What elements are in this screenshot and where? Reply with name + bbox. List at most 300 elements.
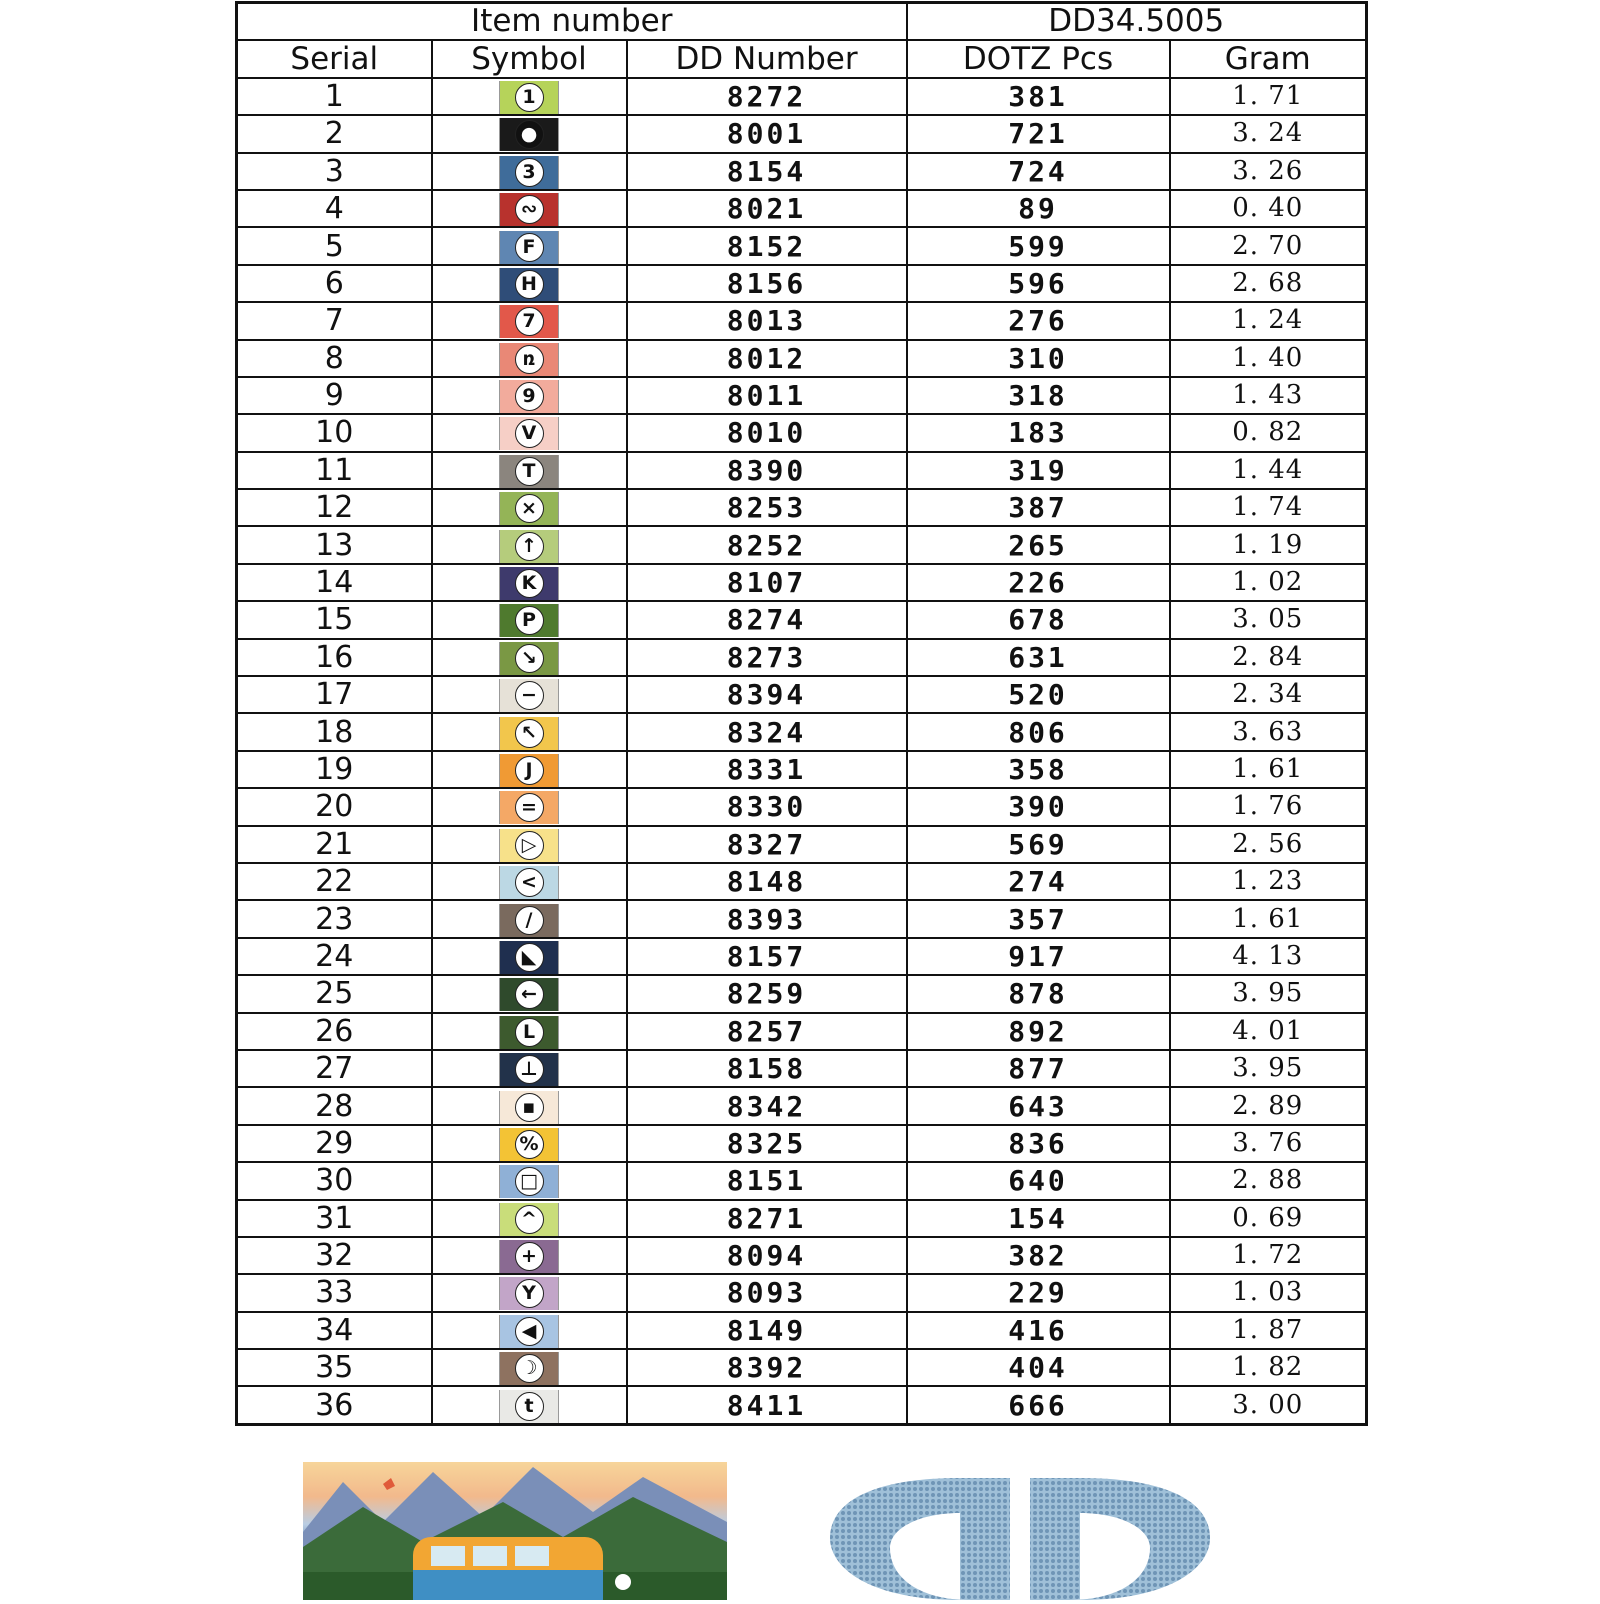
serial-cell: 36 xyxy=(237,1386,432,1424)
table-row xyxy=(237,1274,1367,1311)
serial-cell: 4 xyxy=(237,190,432,227)
serial-cell: 35 xyxy=(237,1349,432,1386)
symbol-cell xyxy=(432,414,627,451)
symbol-cell xyxy=(432,601,627,638)
symbol-cell xyxy=(432,227,627,264)
column-header-serial: Serial xyxy=(237,40,432,77)
symbol-cell xyxy=(432,153,627,190)
symbol-cell xyxy=(432,265,627,302)
dd-number-cell: 8252 xyxy=(627,526,907,563)
serial-cell: 16 xyxy=(237,639,432,676)
gram-cell: 2. 56 xyxy=(1170,826,1367,863)
dd-number-cell: 8012 xyxy=(627,340,907,377)
table-row xyxy=(237,1050,1367,1087)
table-row xyxy=(237,526,1367,563)
color-swatch xyxy=(499,1165,559,1198)
symbol-cell xyxy=(432,526,627,563)
serial-cell: 6 xyxy=(237,265,432,302)
camper-van-painting-image xyxy=(303,1462,727,1600)
symbol-cell xyxy=(432,340,627,377)
table-row xyxy=(237,1312,1367,1349)
dotz-pcs-cell: 520 xyxy=(907,676,1170,713)
table-row xyxy=(237,751,1367,788)
serial-cell: 25 xyxy=(237,975,432,1012)
symbol-cell xyxy=(432,900,627,937)
table-row xyxy=(237,302,1367,339)
symbol-cell xyxy=(432,78,627,115)
color-swatch xyxy=(499,1315,559,1348)
symbol-icon: F xyxy=(515,233,544,262)
symbol-icon: P xyxy=(515,606,544,635)
serial-cell: 26 xyxy=(237,1013,432,1050)
symbol-icon: L xyxy=(515,1018,544,1047)
gram-cell: 2. 68 xyxy=(1170,265,1367,302)
symbol-icon: 9 xyxy=(515,382,544,411)
color-swatch xyxy=(499,1053,559,1086)
table-row xyxy=(237,900,1367,937)
gram-cell: 2. 89 xyxy=(1170,1087,1367,1124)
symbol-icon: ← xyxy=(515,980,544,1009)
table-row xyxy=(237,564,1367,601)
gram-cell: 1. 24 xyxy=(1170,302,1367,339)
dotz-pcs-cell: 596 xyxy=(907,265,1170,302)
symbol-cell xyxy=(432,1312,627,1349)
symbol-cell xyxy=(432,1087,627,1124)
color-swatch xyxy=(499,604,559,637)
symbol-icon: ▷ xyxy=(515,831,544,860)
table-row xyxy=(237,863,1367,900)
dotz-pcs-cell: 917 xyxy=(907,938,1170,975)
gram-cell: 1. 72 xyxy=(1170,1237,1367,1274)
color-swatch xyxy=(499,380,559,413)
color-swatch xyxy=(499,791,559,824)
dotz-pcs-cell: 358 xyxy=(907,751,1170,788)
symbol-icon: ◀ xyxy=(515,1317,544,1346)
dd-number-cell: 8253 xyxy=(627,489,907,526)
serial-cell: 11 xyxy=(237,452,432,489)
dotz-pcs-cell: 806 xyxy=(907,713,1170,750)
dd-number-cell: 8157 xyxy=(627,938,907,975)
symbol-cell xyxy=(432,1349,627,1386)
gram-cell: 1. 76 xyxy=(1170,788,1367,825)
symbol-cell xyxy=(432,938,627,975)
dd-logo-image xyxy=(810,1468,1230,1600)
dotz-pcs-cell: 643 xyxy=(907,1087,1170,1124)
dotz-pcs-cell: 265 xyxy=(907,526,1170,563)
gram-cell: 3. 95 xyxy=(1170,975,1367,1012)
color-swatch xyxy=(499,829,559,862)
symbol-icon: = xyxy=(515,793,544,822)
serial-cell: 30 xyxy=(237,1162,432,1199)
table-row xyxy=(237,340,1367,377)
table-row xyxy=(237,377,1367,414)
dotz-pcs-cell: 878 xyxy=(907,975,1170,1012)
gram-cell: 0. 82 xyxy=(1170,414,1367,451)
dd-number-cell: 8392 xyxy=(627,1349,907,1386)
dd-number-cell: 8156 xyxy=(627,265,907,302)
symbol-icon: + xyxy=(515,1242,544,1271)
color-swatch xyxy=(499,679,559,712)
symbol-icon: − xyxy=(515,681,544,710)
symbol-cell xyxy=(432,676,627,713)
serial-cell: 17 xyxy=(237,676,432,713)
dd-number-cell: 8411 xyxy=(627,1386,907,1424)
dd-number-cell: 8274 xyxy=(627,601,907,638)
color-swatch xyxy=(499,268,559,301)
symbol-icon: ◣ xyxy=(515,943,544,972)
serial-cell: 19 xyxy=(237,751,432,788)
symbol-icon: ⊥ xyxy=(515,1055,544,1084)
gram-cell: 3. 05 xyxy=(1170,601,1367,638)
dd-number-cell: 8259 xyxy=(627,975,907,1012)
dd-number-cell: 8325 xyxy=(627,1125,907,1162)
column-header-gram: Gram xyxy=(1170,40,1367,77)
symbol-cell xyxy=(432,1237,627,1274)
symbol-cell xyxy=(432,751,627,788)
dotz-pcs-cell: 276 xyxy=(907,302,1170,339)
dd-number-cell: 8011 xyxy=(627,377,907,414)
dotz-pcs-cell: 724 xyxy=(907,153,1170,190)
dotz-pcs-cell: 404 xyxy=(907,1349,1170,1386)
table-row xyxy=(237,826,1367,863)
table-row xyxy=(237,1125,1367,1162)
color-swatch xyxy=(499,530,559,563)
dd-number-cell: 8001 xyxy=(627,115,907,152)
serial-cell: 34 xyxy=(237,1312,432,1349)
gram-cell: 1. 82 xyxy=(1170,1349,1367,1386)
dotz-pcs-cell: 319 xyxy=(907,452,1170,489)
symbol-icon: × xyxy=(515,494,544,523)
gram-cell: 1. 19 xyxy=(1170,526,1367,563)
serial-cell: 5 xyxy=(237,227,432,264)
dotz-pcs-cell: 569 xyxy=(907,826,1170,863)
camper-van-painting-thumbnail xyxy=(303,1462,727,1600)
symbol-icon: ● xyxy=(515,120,544,149)
gram-cell: 1. 02 xyxy=(1170,564,1367,601)
symbol-icon: ☽ xyxy=(515,1354,544,1383)
symbol-cell xyxy=(432,1200,627,1237)
dotz-pcs-cell: 154 xyxy=(907,1200,1170,1237)
symbol-cell xyxy=(432,788,627,825)
serial-cell: 12 xyxy=(237,489,432,526)
dd-number-cell: 8151 xyxy=(627,1162,907,1199)
dd-number-cell: 8257 xyxy=(627,1013,907,1050)
table-row xyxy=(237,78,1367,115)
serial-cell: 3 xyxy=(237,153,432,190)
gram-cell: 3. 95 xyxy=(1170,1050,1367,1087)
gram-cell: 1. 71 xyxy=(1170,78,1367,115)
symbol-cell xyxy=(432,1162,627,1199)
table-row xyxy=(237,1200,1367,1237)
item-number-value: DD34.5005 xyxy=(907,3,1367,41)
gram-cell: 2. 34 xyxy=(1170,676,1367,713)
serial-cell: 33 xyxy=(237,1274,432,1311)
dd-number-cell: 8010 xyxy=(627,414,907,451)
color-swatch xyxy=(499,754,559,787)
table-row xyxy=(237,115,1367,152)
serial-cell: 24 xyxy=(237,938,432,975)
symbol-cell xyxy=(432,190,627,227)
symbol-cell xyxy=(432,975,627,1012)
symbol-icon: J xyxy=(515,756,544,785)
symbol-icon: ∾ xyxy=(515,195,544,224)
color-swatch xyxy=(499,231,559,264)
gram-cell: 1. 40 xyxy=(1170,340,1367,377)
drill-legend-table xyxy=(235,1,1368,1426)
dd-number-cell: 8093 xyxy=(627,1274,907,1311)
symbol-cell xyxy=(432,302,627,339)
dd-number-cell: 8021 xyxy=(627,190,907,227)
serial-cell: 9 xyxy=(237,377,432,414)
symbol-cell xyxy=(432,115,627,152)
color-swatch xyxy=(499,941,559,974)
table-row xyxy=(237,1237,1367,1274)
color-swatch xyxy=(499,717,559,750)
color-swatch xyxy=(499,305,559,338)
color-swatch xyxy=(499,455,559,488)
item-number-label: Item number xyxy=(237,3,907,41)
table-row xyxy=(237,938,1367,975)
dd-number-cell: 8273 xyxy=(627,639,907,676)
color-swatch xyxy=(499,978,559,1011)
dd-number-cell: 8390 xyxy=(627,452,907,489)
color-swatch xyxy=(499,118,559,151)
serial-cell: 2 xyxy=(237,115,432,152)
serial-cell: 29 xyxy=(237,1125,432,1162)
serial-cell: 22 xyxy=(237,863,432,900)
table-row xyxy=(237,265,1367,302)
dd-number-cell: 8149 xyxy=(627,1312,907,1349)
color-swatch xyxy=(499,492,559,525)
symbol-icon: < xyxy=(515,868,544,897)
serial-cell: 21 xyxy=(237,826,432,863)
gram-cell: 4. 13 xyxy=(1170,938,1367,975)
dotz-pcs-cell: 89 xyxy=(907,190,1170,227)
dd-number-cell: 8272 xyxy=(627,78,907,115)
symbol-icon: t xyxy=(515,1392,544,1421)
color-swatch xyxy=(499,81,559,114)
dd-number-cell: 8148 xyxy=(627,863,907,900)
color-swatch xyxy=(499,1277,559,1310)
column-header-row xyxy=(237,40,1367,77)
symbol-cell xyxy=(432,1013,627,1050)
color-swatch xyxy=(499,904,559,937)
gram-cell: 1. 23 xyxy=(1170,863,1367,900)
dd-number-cell: 8094 xyxy=(627,1237,907,1274)
gram-cell: 1. 03 xyxy=(1170,1274,1367,1311)
dotz-pcs-cell: 416 xyxy=(907,1312,1170,1349)
symbol-icon: ↘ xyxy=(515,644,544,673)
table-row xyxy=(237,1386,1367,1424)
color-swatch xyxy=(499,1091,559,1124)
serial-cell: 10 xyxy=(237,414,432,451)
serial-cell: 14 xyxy=(237,564,432,601)
table-row xyxy=(237,1162,1367,1199)
color-swatch xyxy=(499,193,559,226)
table-row xyxy=(237,676,1367,713)
table-row xyxy=(237,227,1367,264)
gram-cell: 2. 88 xyxy=(1170,1162,1367,1199)
dd-number-cell: 8107 xyxy=(627,564,907,601)
symbol-icon: 7 xyxy=(515,307,544,336)
serial-cell: 1 xyxy=(237,78,432,115)
color-swatch xyxy=(499,866,559,899)
dotz-pcs-cell: 631 xyxy=(907,639,1170,676)
item-number-row xyxy=(237,3,1367,41)
dd-number-cell: 8154 xyxy=(627,153,907,190)
dotz-pcs-cell: 599 xyxy=(907,227,1170,264)
gram-cell: 0. 40 xyxy=(1170,190,1367,227)
table-row xyxy=(237,489,1367,526)
symbol-icon: 3 xyxy=(515,158,544,187)
gram-cell: 1. 87 xyxy=(1170,1312,1367,1349)
gram-cell: 3. 76 xyxy=(1170,1125,1367,1162)
dd-number-cell: 8342 xyxy=(627,1087,907,1124)
color-swatch xyxy=(499,1390,559,1423)
legend-body xyxy=(237,78,1367,1425)
color-swatch xyxy=(499,1240,559,1273)
gram-cell: 1. 44 xyxy=(1170,452,1367,489)
dd-logo xyxy=(810,1468,1230,1600)
symbol-cell xyxy=(432,1386,627,1424)
symbol-icon: ↖ xyxy=(515,719,544,748)
symbol-icon: 1 xyxy=(515,83,544,112)
serial-cell: 8 xyxy=(237,340,432,377)
symbol-icon: Y xyxy=(515,1279,544,1308)
color-swatch xyxy=(499,343,559,376)
symbol-icon: T xyxy=(515,457,544,486)
serial-cell: 32 xyxy=(237,1237,432,1274)
symbol-cell xyxy=(432,377,627,414)
column-header-symbol: Symbol xyxy=(432,40,627,77)
symbol-icon: ↑ xyxy=(515,532,544,561)
table-row xyxy=(237,153,1367,190)
symbol-cell xyxy=(432,1274,627,1311)
color-swatch xyxy=(499,156,559,189)
symbol-cell xyxy=(432,489,627,526)
dotz-pcs-cell: 382 xyxy=(907,1237,1170,1274)
symbol-icon: ռ xyxy=(515,345,544,374)
gram-cell: 2. 70 xyxy=(1170,227,1367,264)
dd-number-cell: 8271 xyxy=(627,1200,907,1237)
symbol-icon: / xyxy=(515,906,544,935)
symbol-icon: K xyxy=(515,569,544,598)
dotz-pcs-cell: 877 xyxy=(907,1050,1170,1087)
dotz-pcs-cell: 229 xyxy=(907,1274,1170,1311)
dotz-pcs-cell: 836 xyxy=(907,1125,1170,1162)
table-row xyxy=(237,414,1367,451)
table-row xyxy=(237,601,1367,638)
serial-cell: 7 xyxy=(237,302,432,339)
gram-cell: 3. 24 xyxy=(1170,115,1367,152)
table-row xyxy=(237,1013,1367,1050)
table-row xyxy=(237,788,1367,825)
symbol-cell xyxy=(432,1050,627,1087)
table-row xyxy=(237,713,1367,750)
serial-cell: 18 xyxy=(237,713,432,750)
color-swatch xyxy=(499,417,559,450)
dotz-pcs-cell: 640 xyxy=(907,1162,1170,1199)
dotz-pcs-cell: 274 xyxy=(907,863,1170,900)
gram-cell: 4. 01 xyxy=(1170,1013,1367,1050)
dd-number-cell: 8324 xyxy=(627,713,907,750)
symbol-icon: % xyxy=(515,1130,544,1159)
dd-number-cell: 8330 xyxy=(627,788,907,825)
color-swatch xyxy=(499,1203,559,1236)
symbol-icon: ^ xyxy=(515,1205,544,1234)
gram-cell: 1. 74 xyxy=(1170,489,1367,526)
serial-cell: 23 xyxy=(237,900,432,937)
symbol-cell xyxy=(432,826,627,863)
dotz-pcs-cell: 226 xyxy=(907,564,1170,601)
color-swatch xyxy=(499,1016,559,1049)
color-swatch xyxy=(499,1128,559,1161)
dotz-pcs-cell: 381 xyxy=(907,78,1170,115)
dd-number-cell: 8013 xyxy=(627,302,907,339)
gram-cell: 3. 63 xyxy=(1170,713,1367,750)
serial-cell: 15 xyxy=(237,601,432,638)
column-header-dotz-pcs: DOTZ Pcs xyxy=(907,40,1170,77)
gram-cell: 1. 43 xyxy=(1170,377,1367,414)
symbol-icon: H xyxy=(515,270,544,299)
dotz-pcs-cell: 678 xyxy=(907,601,1170,638)
gram-cell: 1. 61 xyxy=(1170,751,1367,788)
symbol-icon: V xyxy=(515,419,544,448)
symbol-icon: □ xyxy=(515,1167,544,1196)
symbol-cell xyxy=(432,639,627,676)
dd-number-cell: 8331 xyxy=(627,751,907,788)
table-row xyxy=(237,190,1367,227)
dotz-pcs-cell: 721 xyxy=(907,115,1170,152)
color-swatch xyxy=(499,567,559,600)
table-row xyxy=(237,639,1367,676)
dd-number-cell: 8152 xyxy=(627,227,907,264)
gram-cell: 1. 61 xyxy=(1170,900,1367,937)
serial-cell: 28 xyxy=(237,1087,432,1124)
serial-cell: 27 xyxy=(237,1050,432,1087)
dotz-pcs-cell: 666 xyxy=(907,1386,1170,1424)
dotz-pcs-cell: 318 xyxy=(907,377,1170,414)
color-swatch xyxy=(499,1352,559,1385)
table-row xyxy=(237,452,1367,489)
color-swatch xyxy=(499,642,559,675)
serial-cell: 20 xyxy=(237,788,432,825)
gram-cell: 3. 26 xyxy=(1170,153,1367,190)
serial-cell: 13 xyxy=(237,526,432,563)
gram-cell: 3. 00 xyxy=(1170,1386,1367,1424)
dotz-pcs-cell: 310 xyxy=(907,340,1170,377)
dd-number-cell: 8158 xyxy=(627,1050,907,1087)
dotz-pcs-cell: 387 xyxy=(907,489,1170,526)
gram-cell: 0. 69 xyxy=(1170,1200,1367,1237)
symbol-cell xyxy=(432,564,627,601)
table-row xyxy=(237,975,1367,1012)
serial-cell: 31 xyxy=(237,1200,432,1237)
symbol-cell xyxy=(432,1125,627,1162)
table-row xyxy=(237,1349,1367,1386)
column-header-dd-number: DD Number xyxy=(627,40,907,77)
dd-number-cell: 8393 xyxy=(627,900,907,937)
dotz-pcs-cell: 183 xyxy=(907,414,1170,451)
symbol-cell xyxy=(432,452,627,489)
symbol-cell xyxy=(432,713,627,750)
dotz-pcs-cell: 892 xyxy=(907,1013,1170,1050)
dd-number-cell: 8394 xyxy=(627,676,907,713)
table-row xyxy=(237,1087,1367,1124)
symbol-icon: ▪ xyxy=(515,1093,544,1122)
dd-number-cell: 8327 xyxy=(627,826,907,863)
dotz-pcs-cell: 357 xyxy=(907,900,1170,937)
